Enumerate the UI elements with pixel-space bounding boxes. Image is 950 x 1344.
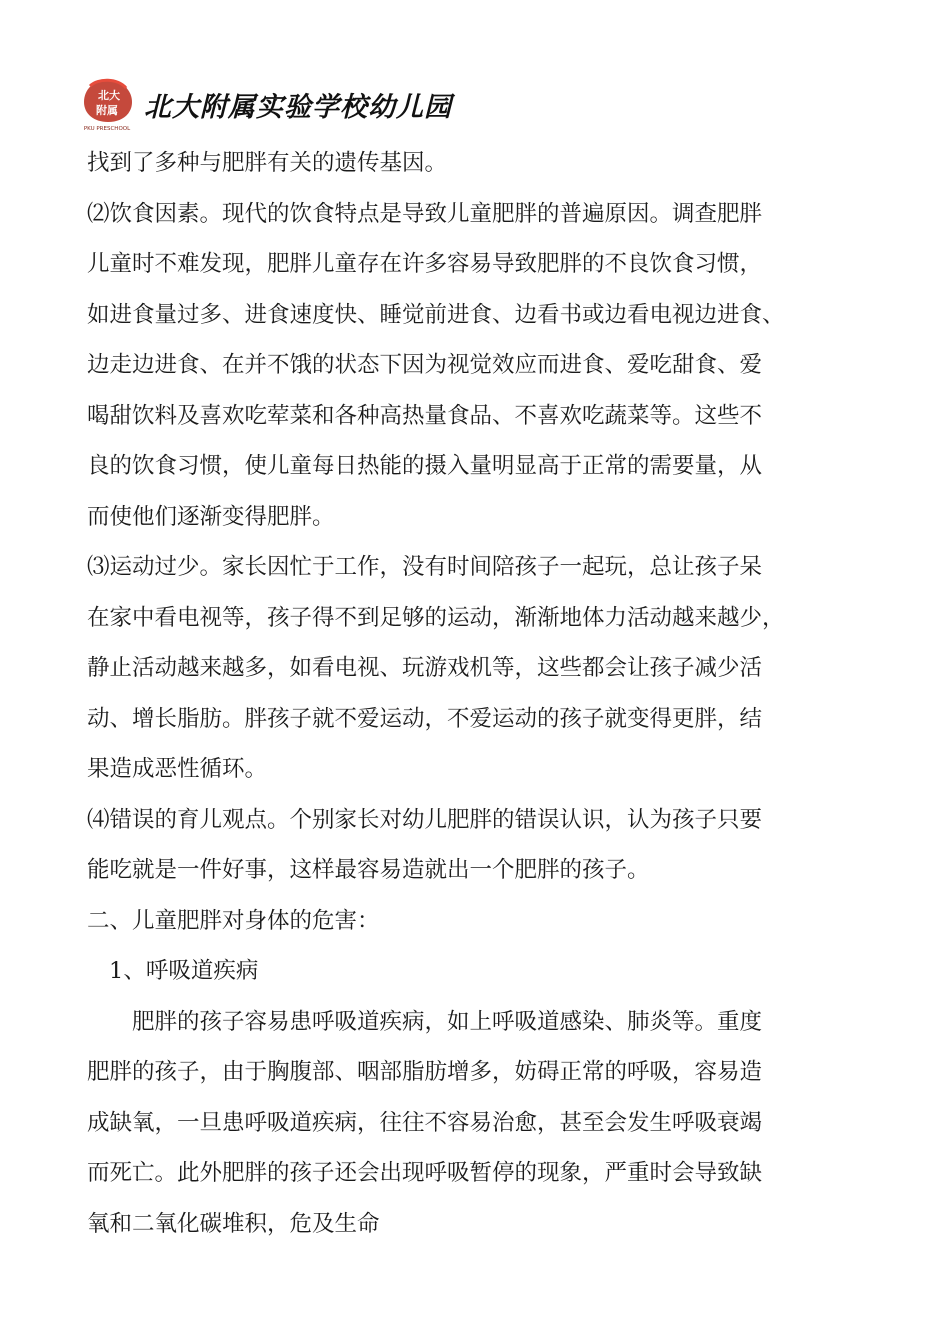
text-line: 氧和二氧化碳堆积，危及生命 <box>87 1210 380 1237</box>
text-line: 而死亡。此外肥胖的孩子还会出现呼吸暂停的现象，严重时会导致缺 <box>87 1160 763 1186</box>
page-header <box>78 76 452 132</box>
document-body <box>87 138 887 1249</box>
text-line: 能吃就是一件好事，这样最容易造就出一个肥胖的孩子。 <box>87 857 650 883</box>
section-heading: 二、儿童肥胖对身体的危害： <box>87 907 380 934</box>
logo-caption: PKU PRESCHOOL <box>83 126 131 132</box>
text-line: 找到了多种与肥胖有关的遗传基因。 <box>87 150 448 176</box>
logo-text-bottom: 附属 <box>96 104 118 117</box>
text-line: 肥胖的孩子，由于胸腹部、咽部脂肪增多，妨碍正常的呼吸，容易造 <box>87 1059 763 1085</box>
text-line: 而使他们逐渐变得肥胖。 <box>87 503 335 530</box>
school-logo <box>78 76 136 132</box>
text-line: 动、增长脂肪。胖孩子就不爱运动，不爱运动的孩子就变得更胖，结 <box>87 705 763 732</box>
text-line: 喝甜饮料及喜欢吃荤菜和各种高热量食品、不喜欢吃蔬菜等。这些不 <box>87 402 763 429</box>
text-line: 肥胖的孩子容易患呼吸道疾病，如上呼吸道感染、肺炎等。重度 <box>132 1008 763 1035</box>
text-line: 儿童时不难发现，肥胖儿童存在许多容易导致肥胖的不良饮食习惯， <box>87 251 763 277</box>
text-line: 果造成恶性循环。 <box>87 756 268 782</box>
text-line: 如进食量过多、进食速度快、睡觉前进食、边看书或边看电视边进食、 <box>87 301 785 328</box>
logo-text-top: 北大 <box>98 89 120 102</box>
text-line: 在家中看电视等，孩子得不到足够的运动，渐渐地体力活动越来越少， <box>87 604 785 631</box>
text-line: 静止活动越来越多，如看电视、玩游戏机等，这些都会让孩子减少活 <box>87 655 763 681</box>
text-line: 成缺氧，一旦患呼吸道疾病，往往不容易治愈，甚至会发生呼吸衰竭 <box>87 1109 763 1136</box>
text-line: ⑷错误的育儿观点。个别家长对幼儿肥胖的错误认识，认为孩子只要 <box>87 806 763 833</box>
text-line: ⑶运动过少。家长因忙于工作，没有时间陪孩子一起玩，总让孩子呆 <box>87 554 763 580</box>
text-line: ⑵饮食因素。现代的饮食特点是导致儿童肥胖的普遍原因。调查肥胖 <box>87 200 763 227</box>
subsection-heading: 1、呼吸道疾病 <box>109 958 259 984</box>
school-logo-icon <box>78 76 136 132</box>
text-line: 良的饮食习惯，使儿童每日热能的摄入量明显高于正常的需要量，从 <box>87 453 763 479</box>
school-name: 北大附属实验学校幼儿园 <box>144 91 452 123</box>
text-line: 边走边进食、在并不饿的状态下因为视觉效应而进食、爱吃甜食、爱 <box>87 352 763 378</box>
